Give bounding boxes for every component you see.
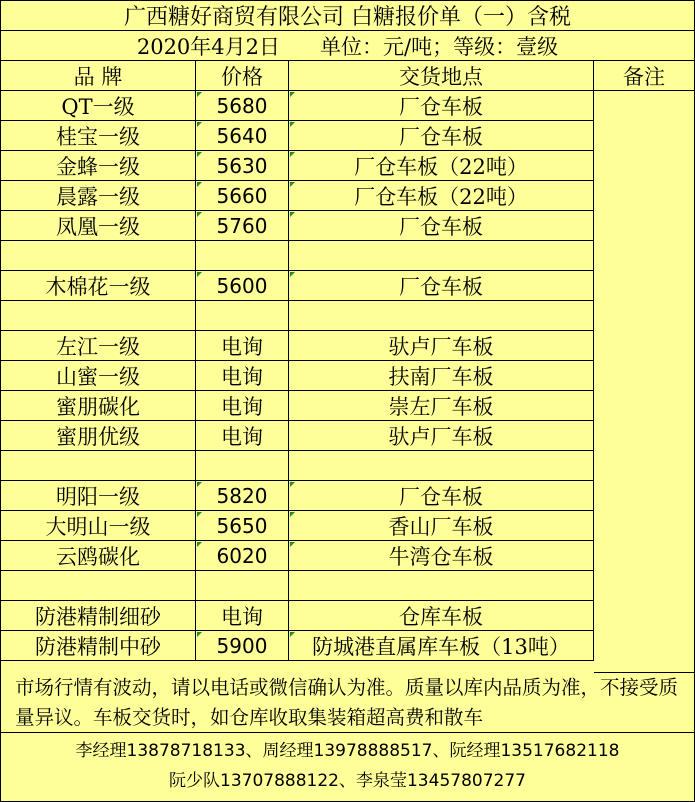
cell-marker-icon [197,512,202,517]
cell-marker-icon [197,482,202,487]
brand-cell: 大明山一级 [1,511,196,541]
table-row [1,151,594,181]
location-cell: 扶南厂车板 [289,361,594,391]
location-cell: 厂仓车板（22吨） [289,181,594,211]
price-cell: 电询 [196,361,289,391]
table-row [1,241,594,271]
cell-marker-icon [197,212,202,217]
brand-cell: 蜜朋优级 [1,421,196,451]
price-cell [196,571,289,601]
price-cell: 电询 [196,601,289,631]
table-row [1,271,594,301]
location-cell: 厂仓车板（22吨） [289,151,594,181]
location-cell [289,241,594,271]
location-cell [289,451,594,481]
header-note: 备注 [594,61,694,91]
note-column [594,103,694,673]
cell-marker-icon [197,182,202,187]
table-row [1,421,594,451]
location-cell: 厂仓车板 [289,481,594,511]
header-brand: 品 牌 [1,61,196,91]
cell-marker-icon [197,92,202,97]
cell-marker-icon [290,482,295,487]
sheet-title: 广西糖好商贸有限公司 白糖报价单（一）含税 [1,1,694,31]
location-cell: 厂仓车板 [289,271,594,301]
contacts-line-2: 阮少队13707888122、李泉莹13457807277 [169,771,526,791]
contacts-line-1: 李经理13878718133、周经理13978888517、阮经理13517682118 [75,741,620,761]
location-cell [289,571,594,601]
cell-marker-icon [290,122,295,127]
price-cell: 电询 [196,421,289,451]
price-cell: 电询 [196,391,289,421]
table-row [1,511,594,541]
title-row [1,1,694,31]
brand-cell [1,301,196,331]
table-row [1,181,594,211]
table-row [1,391,594,421]
price-cell: 电询 [196,331,289,361]
cell-marker-icon [290,272,295,277]
location-cell: 驮卢厂车板 [289,421,594,451]
price-cell: 5820 [196,481,289,511]
table-row [1,361,594,391]
header-price: 价格 [196,61,289,91]
table-row [1,571,594,601]
date-row [1,31,694,61]
table-row [1,211,594,241]
table-row [1,301,594,331]
location-cell [289,301,594,331]
cell-marker-icon [197,122,202,127]
cell-marker-icon [197,632,202,637]
table-row [1,541,594,571]
table-row [1,91,594,121]
location-cell: 仓库车板 [289,601,594,631]
header-row [1,61,694,91]
price-cell: 5650 [196,511,289,541]
notice-text: 市场行情有波动，请以电话或微信确认为准。质量以库内品质为准，不接受质量异议。车板交货时，如仓库收取集装箱超高费和散车 [1,673,694,733]
brand-cell: 蜜朋碳化 [1,391,196,421]
location-cell: 厂仓车板 [289,121,594,151]
brand-cell: 云鸥碳化 [1,541,196,571]
brand-cell: 明阳一级 [1,481,196,511]
table-row [1,121,594,151]
location-cell: 牛湾仓车板 [289,541,594,571]
cell-marker-icon [290,632,295,637]
location-cell: 驮卢厂车板 [289,331,594,361]
price-cell: 5600 [196,271,289,301]
cell-marker-icon [290,92,295,97]
brand-cell: 金蜂一级 [1,151,196,181]
brand-cell [1,571,196,601]
location-cell: 香山厂车板 [289,511,594,541]
cell-marker-icon [197,542,202,547]
price-cell: 5660 [196,181,289,211]
cell-marker-icon [197,152,202,157]
cell-marker-icon [197,272,202,277]
cell-marker-icon [290,542,295,547]
price-cell: 5680 [196,91,289,121]
price-cell: 5900 [196,631,289,661]
brand-cell: 左江一级 [1,331,196,361]
table-row [1,451,594,481]
cell-marker-icon [290,212,295,217]
header-location: 交货地点 [289,61,594,91]
price-cell [196,451,289,481]
brand-cell: QT一级 [1,91,196,121]
location-cell: 厂仓车板 [289,91,594,121]
brand-cell [1,451,196,481]
brand-cell [1,241,196,271]
date-unit-line: 2020年4月2日 单位：元/吨；等级：壹级 [1,31,694,61]
price-cell: 5630 [196,151,289,181]
cell-marker-icon [290,512,295,517]
price-cell: 6020 [196,541,289,571]
location-cell: 防城港直属库车板（13吨） [289,631,594,661]
price-cell [196,241,289,271]
table-row [1,481,594,511]
cell-marker-icon [290,182,295,187]
table-row [1,631,594,661]
brand-cell: 晨露一级 [1,181,196,211]
table-row [1,601,594,631]
table-row [1,331,594,361]
brand-cell: 木棉花一级 [1,271,196,301]
contacts [1,733,694,801]
price-cell: 5640 [196,121,289,151]
brand-cell: 防港精制细砂 [1,601,196,631]
brand-cell: 防港精制中砂 [1,631,196,661]
location-cell: 厂仓车板 [289,211,594,241]
brand-cell: 桂宝一级 [1,121,196,151]
brand-cell: 山蜜一级 [1,361,196,391]
brand-cell: 凤凰一级 [1,211,196,241]
cell-marker-icon [290,152,295,157]
price-cell: 5760 [196,211,289,241]
price-cell [196,301,289,331]
location-cell: 崇左厂车板 [289,391,594,421]
